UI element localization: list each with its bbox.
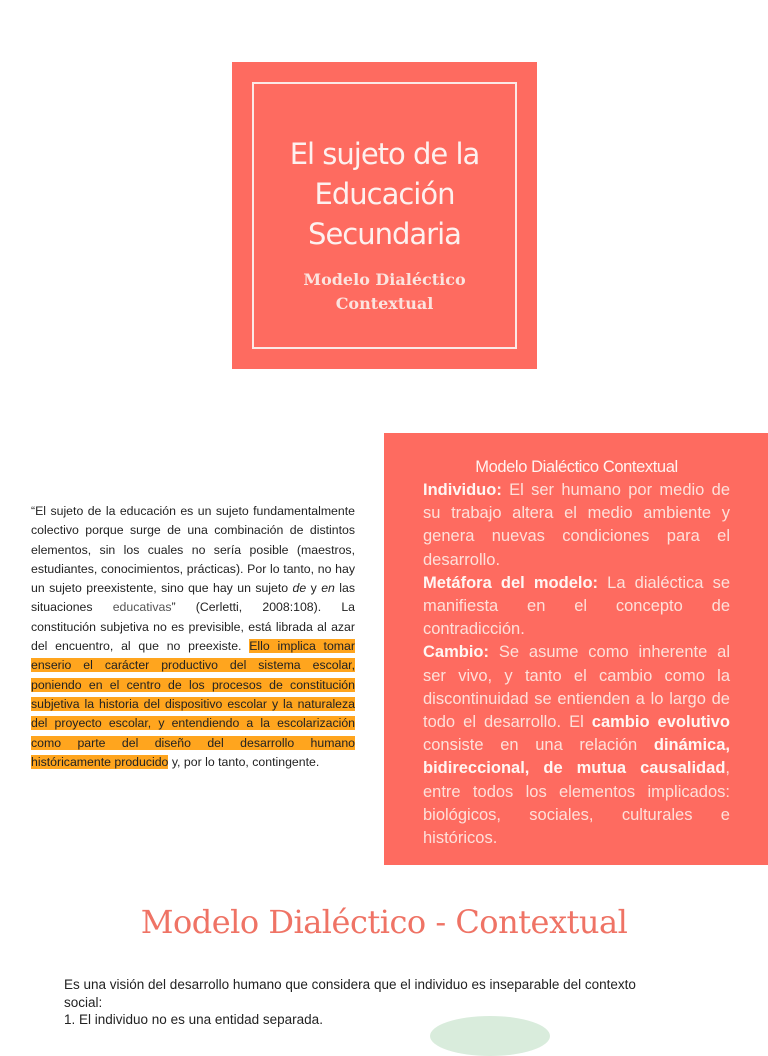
panel-body xyxy=(423,479,730,850)
cover-subtitle-line: Modelo Dialéctico xyxy=(303,269,466,289)
bold-cambio-evolutivo: cambio evolutivo xyxy=(591,713,730,732)
panel-cambio xyxy=(423,641,730,850)
intro-text: Es una visión del desarrollo humano que considera que el individuo es inseparable del contexto social: xyxy=(64,977,636,1010)
text-cambio: , entre todos los elementos implicados: biológicos, sociales, culturales e históricos. xyxy=(423,759,730,848)
highlighted-text: Ello implica tomar enserio el carácter productivo del sistema escolar, poniendo en el centro de los procesos de constitución subjetiva la historia del dispositivo escolar y la naturaleza del proyecto escolar, y entendiendo a la escolarización como parte del diseño del desarrollo humano históricamente producido xyxy=(31,639,355,769)
text-individuo: El ser humano por medio de su trabajo altera el medio ambiente y genera nuevas condiciones para el desarrollo. xyxy=(423,481,730,569)
quote-paragraph xyxy=(31,502,355,772)
quote-text: ” (Cerletti, 2008:108). La constitución subjetiva no es previsible, está librada al azar del encuentro, al que no preexiste. xyxy=(31,600,355,654)
quote-text: las situaciones xyxy=(31,581,356,615)
label-metafora: Metáfora del modelo: xyxy=(423,573,599,592)
cover-title-line: El sujeto de la xyxy=(289,136,480,171)
cover-subtitle-line: Contextual xyxy=(335,293,434,313)
label-individuo: Individuo: xyxy=(423,481,502,499)
cover-title xyxy=(290,134,480,254)
panel-title: Modelo Dialéctico Contextual xyxy=(475,458,678,476)
panel-metafora xyxy=(423,572,730,642)
label-cambio: Cambio: xyxy=(423,643,489,662)
text-metafora: La dialéctica se manifiesta en el concepto de contradicción. xyxy=(423,573,730,639)
text-cambio: Se asume como inherente al ser vivo, y tanto el cambio como la discontinuidad se entienden a lo largo de todo el desarrollo. El xyxy=(423,643,730,732)
section-intro xyxy=(64,976,664,1029)
text-cambio: consiste en una relación xyxy=(423,736,654,755)
cover-subtitle xyxy=(303,268,465,316)
panel-individuo xyxy=(423,479,730,572)
cover-title-line: Secundaria xyxy=(308,216,461,251)
bold-relacion: dinámica, bidireccional, de mutua causalidad xyxy=(423,736,730,778)
cover-slide xyxy=(232,62,537,369)
quote-text: “El sujeto de la educación es un sujeto fundamentalmente colectivo porque surge de una combinación de distintos elementos, sin los cuales no sería posible (maestros, estudiantes, conocimientos, prácticas). Por lo tanto, no hay un sujeto preexistente, sino que hay un sujeto xyxy=(31,504,355,596)
quote-emphasis: en xyxy=(321,581,335,596)
quote-text: y xyxy=(306,581,322,596)
green-shape xyxy=(430,1016,550,1056)
cover-title-line: Educación xyxy=(314,176,455,211)
list-item: 1. El individuo no es una entidad separada. xyxy=(64,1012,323,1027)
quote-text: educativas xyxy=(112,600,172,615)
quote-emphasis: de xyxy=(292,581,307,596)
quote-text: y, por lo tanto, contingente. xyxy=(168,754,320,769)
section-title: Modelo Dialéctico - Contextual xyxy=(140,903,628,941)
cover-frame xyxy=(252,82,517,349)
model-panel xyxy=(384,433,768,865)
